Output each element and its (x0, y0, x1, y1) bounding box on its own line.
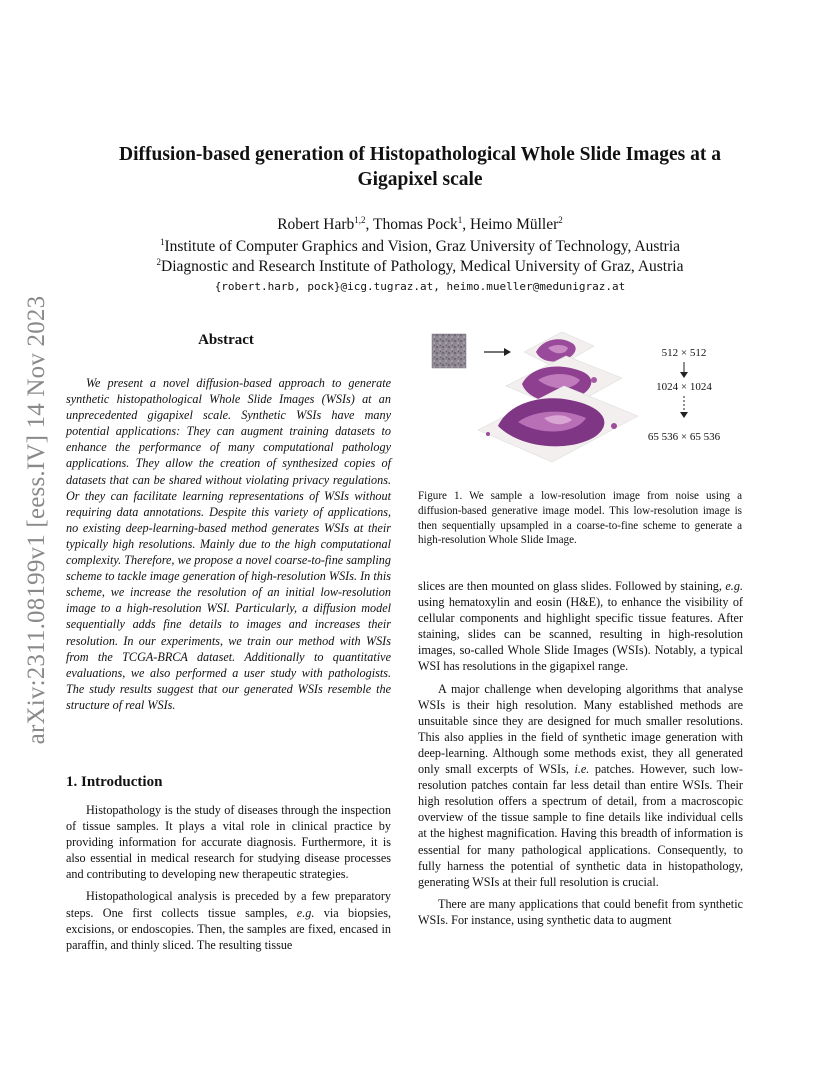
text-run: A major challenge when developing algorithms that analyse WSIs is their high resolution. Many established methods are unsuitable since they are designed for much smaller resolutions. This also applies in the field of synthetic image generation with deep-learning. Although some methods exist, they all generated only small excerpts of WSIs, (418, 681, 743, 777)
affiliation-mark: 2 (156, 256, 162, 267)
text-run-italic: e.g. (725, 579, 743, 593)
author-list (90, 214, 750, 235)
abstract-text: We present a novel diffusion-based approach to generate synthetic histopathological Whole Slide Images (WSIs) at an unprecedented gigapixel scale. Synthetic WSIs have many potential applications: They can augment training datasets to enhance the performance of many computational pathology applications. They allow the creation of synthesized copies of datasets that can be shared without violating privacy regulations. Or they can facilitate learning representations of WSIs without requiring data annotations. Despite this variety of applications, no existing deep-learning-based method generates WSIs at their typically high resolutions. Mainly due to the high computational complexity. Therefore, we propose a novel coarse-to-fine sampling scheme to tackle image generation of high-resolution WSIs. In this scheme, we increase the resolution of an initial low-resolution image to a high-resolution WSI. Particularly, a diffusion model sequentially adds fine details to images and increases their resolution. In our experiments, we train our method with WSIs from the TCGA-BRCA dataset. Additionally to quantitative evaluations, we also performed a user study with pathologists. The study results suggest that our generated WSIs resemble the structure of real WSIs. (66, 376, 391, 712)
affiliation-1 (60, 237, 780, 257)
abstract-heading: Abstract (198, 332, 254, 348)
affiliation-mark: 1 (159, 236, 165, 247)
noise-image (432, 334, 466, 368)
paragraph (66, 888, 391, 952)
arrow-down-icon (680, 362, 688, 378)
author-affiliation-mark: 2 (558, 214, 563, 225)
dotted-arrow-down-icon (680, 396, 688, 418)
author-affiliation-mark: 1,2 (354, 214, 366, 225)
paragraph (418, 681, 743, 890)
introduction-body (66, 802, 391, 959)
text-run: slices are then mounted on glass slides. Followed by staining, (418, 579, 726, 593)
resolution-label-512: 512 × 512 (661, 347, 707, 359)
right-column-body (418, 578, 743, 934)
paper-title: Diffusion-based generation of Histopathological Whole Slide Images at a Gigapixel scale (119, 144, 721, 190)
text-run-italic: i.e. (574, 762, 590, 777)
author-emails: {robert.harb, pock}@icg.tugraz.at, heimo.mueller@medunigraz.at (214, 280, 626, 293)
author-name: , Thomas Pock (365, 216, 458, 233)
figure-1 (418, 322, 748, 482)
section-heading-introduction: 1. Introduction (66, 774, 163, 790)
author-name: , Heimo Müller (462, 216, 559, 233)
paragraph: There are many applications that could benefit from synthetic WSIs. For instance, using synthetic data to augment (418, 896, 743, 927)
text-run: Histopathological analysis is preceded by a few preparatory steps. One first collects tissue samples, (66, 889, 391, 920)
paragraph (418, 578, 743, 675)
text-run: patches. However, such low-resolution patches contain far less detail than entire WSIs. Their high resolution offers a spectrum of detail, from a macroscopic overview of the tissue sample to fine details like individual cells at the highest magnification. Having this breadth of information is essential for many pathological applications. Consequently, to fully harness the potential of synthetic data in histopathology, generating WSIs at their full resolution is crucial. (418, 762, 743, 889)
text-run-italic: e.g. (296, 905, 315, 920)
affiliation-2 (60, 257, 780, 277)
tissue-tile-large (478, 386, 638, 462)
paragraph: Histopathology is the study of diseases through the inspection of tissue samples. It plays a vital role in clinical practice by providing information for accurate diagnosis. Furthermore, it is also essential in medical research for studying disease processes and contributing to developing new therapeutic strategies. (66, 803, 391, 882)
resolution-label-65536: 65 536 × 65 536 (647, 431, 721, 443)
arrow-right-icon (484, 348, 511, 356)
text-run: via biopsies, excisions, or endoscopies. Then, the samples are fixed, encased in paraffin, and thinly sliced. The resulting tissue (66, 905, 392, 952)
affiliation-text: Diagnostic and Research Institute of Pathology, Medical University of Graz, Austria (161, 258, 684, 275)
author-affiliation-mark: 1 (457, 214, 463, 225)
figure-1-diagram (418, 322, 748, 482)
arxiv-id-text: arXiv:2311.08199v1 [eess.IV] 14 Nov 2023 (23, 295, 50, 745)
figure-1-caption: Figure 1. We sample a low-resolution image from noise using a diffusion-based generative image model. This low-resolution image is then sequentially upsampled in a coarse-to-fine scheme to generate a high-resolution Whole Slide Image. (418, 490, 742, 547)
affiliation-text: Institute of Computer Graphics and Vision, Graz University of Technology, Austria (164, 238, 681, 255)
resolution-label-1024: 1024 × 1024 (656, 381, 712, 393)
text-run: using hematoxylin and eosin (H&E), to enhance the visibility of cellular components and highlight specific tissue features. After staining, slides can be scanned, resulting in high-resolution images, so-called Whole Slide Images (WSIs). Notably, a typical WSI has resolutions in the gigapixel range. (418, 595, 743, 674)
author-name: Robert Harb (277, 216, 355, 233)
arxiv-identifier-stamp (22, 280, 52, 760)
